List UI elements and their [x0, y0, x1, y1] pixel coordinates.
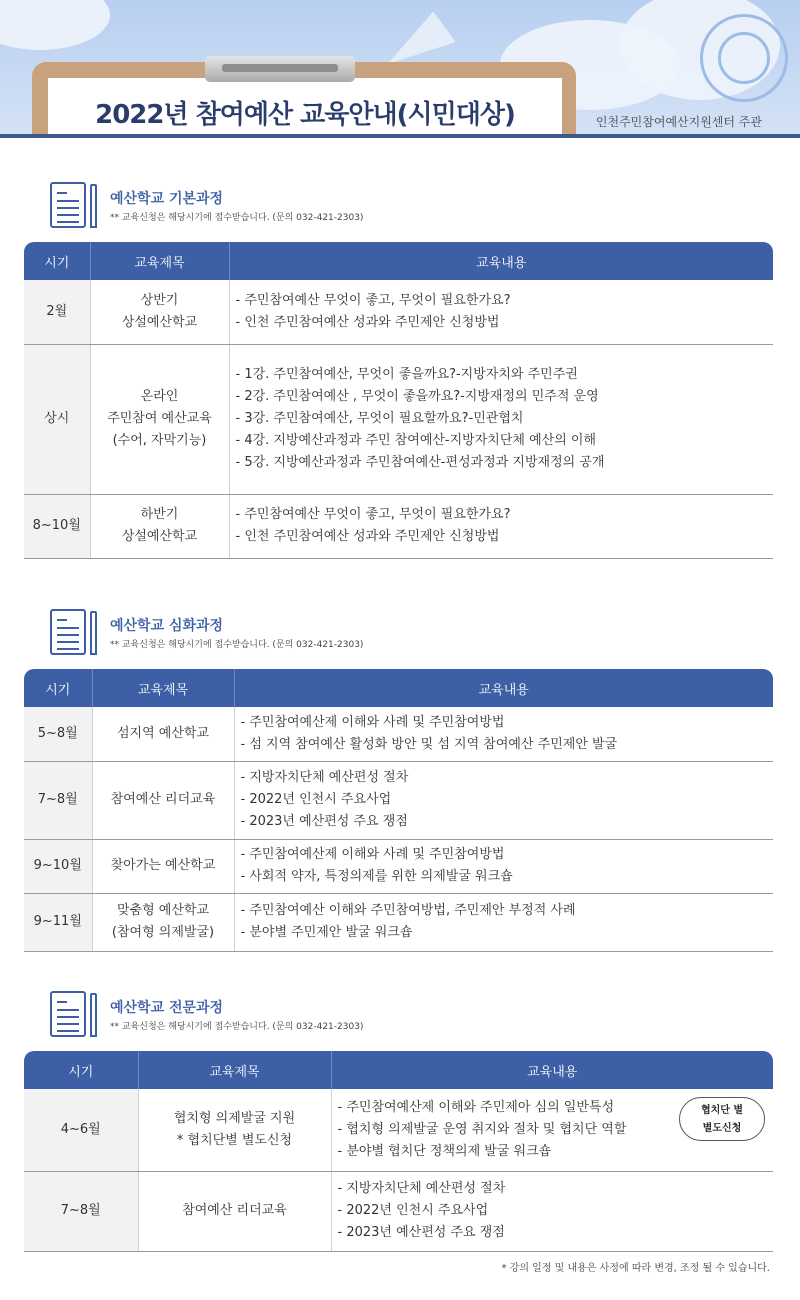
column-header-title: 교육제목 [138, 1051, 331, 1089]
column-header-title: 교육제목 [92, 669, 234, 707]
title-cell [92, 893, 234, 951]
section-note: ** 교육신청은 해당시기에 접수받습니다. (문의 032-421-2303) [110, 213, 364, 223]
content-line: - 1강. 주민참여예산, 무엇이 좋을까요?-지방자치와 주민주권 [235, 367, 578, 382]
page-title: 2022년 참여예산 교육안내(시민대상) [95, 100, 515, 130]
content-line: - 2강. 주민참여예산 , 무엇이 좋을까요?-지방재정의 민주적 운영 [235, 389, 599, 404]
table-row [24, 893, 773, 951]
title-line: (참여형 의제발굴) [111, 925, 215, 940]
header-divider [0, 134, 800, 138]
title-cell [90, 344, 229, 494]
content-line: - 주민참여예산 무엇이 좋고, 무엇이 필요한가요? [235, 292, 511, 308]
period-cell: 7~8월 [24, 1171, 138, 1251]
document-icon [50, 609, 86, 655]
title-cell [90, 280, 229, 344]
title-line: 참여예산 리더교육 [110, 792, 216, 807]
table-row [24, 707, 773, 761]
content-cell [229, 280, 773, 344]
title-line: 하반기 [140, 507, 179, 522]
content-cell [234, 893, 773, 951]
section-note: ** 교육신청은 해당시기에 접수받습니다. (문의 032-421-2303) [110, 1022, 364, 1032]
pen-icon [90, 184, 97, 228]
title-line: * 협치단별 별도신청 [176, 1132, 293, 1148]
column-header-content: 교육내용 [331, 1051, 773, 1089]
column-header-period: 시기 [24, 1051, 138, 1089]
table-row [24, 761, 773, 839]
period-cell: 5~8월 [24, 707, 92, 761]
section-heading-advanced [50, 609, 450, 659]
footnote: * 강의 일정 및 내용은 사정에 따라 변경, 조정 될 수 있습니다. [501, 1263, 770, 1274]
column-header-title: 교육제목 [90, 242, 229, 280]
period-cell: 2월 [24, 280, 90, 344]
content-cell [331, 1089, 773, 1171]
content-line: - 5강. 지방예산과정과 주민참여예산-편성과정과 지방재정의 공개 [235, 455, 605, 470]
table-row [24, 494, 773, 558]
content-line: - 4강. 지방예산과정과 주민 참여예산-지방자치단체 예산의 이해 [235, 433, 597, 448]
title-line: 협치형 의제발굴 지원 [173, 1110, 296, 1126]
badge-line: 협치단 별 [700, 1104, 744, 1116]
section-title: 예산학교 전문과정 [110, 1000, 224, 1016]
content-line: - 2023년 예산편성 주요 쟁점 [337, 1225, 505, 1240]
paper-plane-icon [376, 8, 456, 64]
content-line: - 지방자치단체 예산편성 절차 [337, 1181, 506, 1196]
content-line: - 2022년 인천시 주요사업 [337, 1203, 489, 1218]
content-line: - 분야별 주민제안 발굴 워크숍 [240, 925, 413, 940]
title-line: 상설예산학교 [121, 314, 198, 330]
content-line: - 분야별 협치단 정책의제 발굴 워크숍 [337, 1143, 552, 1159]
title-line: 찾아가는 예산학교 [110, 858, 216, 873]
content-line: - 3강. 주민참여예산, 무엇이 필요할까요?-민관협치 [235, 411, 524, 426]
cloud-decoration [0, 0, 110, 50]
document-icon [50, 991, 86, 1037]
content-line: - 2023년 예산편성 주요 쟁점 [240, 814, 408, 829]
content-line: - 주민참여예산 이해와 주민참여방법, 주민제안 부정적 사례 [240, 903, 576, 918]
title-line: 온라인 [140, 389, 179, 404]
content-line: - 인천 주민참여예산 성과와 주민제안 신청방법 [235, 529, 500, 544]
host-label: 인천주민참여예산지원센터 주관 [595, 115, 762, 129]
period-cell: 8~10월 [24, 494, 90, 558]
content-cell [234, 707, 773, 761]
section-title: 예산학교 기본과정 [110, 191, 224, 207]
column-header-period: 시기 [24, 242, 90, 280]
content-cell [331, 1171, 773, 1251]
expert-course-table [24, 1051, 773, 1252]
title-line: 섬지역 예산학교 [116, 725, 210, 741]
column-header-period: 시기 [24, 669, 92, 707]
title-line: (수어, 자막기능) [112, 433, 207, 448]
content-line: - 2022년 인천시 주요사업 [240, 792, 392, 807]
period-cell: 4~6월 [24, 1089, 138, 1171]
period-cell: 상시 [24, 344, 90, 494]
column-header-content: 교육내용 [229, 242, 773, 280]
title-line: 참여예산 리더교육 [182, 1203, 287, 1218]
content-cell [229, 494, 773, 558]
clipboard-clip-slot [222, 64, 338, 72]
title-line: 맞춤형 예산학교 [116, 903, 210, 918]
content-line: - 주민참여예산 무엇이 좋고, 무엇이 필요한가요? [235, 507, 511, 522]
content-line: - 협치형 의제발굴 운영 취지와 절차 및 협치단 역할 [337, 1121, 627, 1137]
content-line: - 지방자치단체 예산편성 절차 [240, 770, 409, 785]
document-icon [50, 182, 86, 228]
table-row [24, 1089, 773, 1171]
content-cell [234, 839, 773, 893]
table-row [24, 839, 773, 893]
content-cell [234, 761, 773, 839]
basic-course-table [24, 242, 773, 559]
target-inner-decoration [718, 32, 770, 84]
title-cell [92, 761, 234, 839]
title-line: 상반기 [140, 292, 179, 308]
content-line: - 사회적 약자, 특정의제를 위한 의제발굴 워크숍 [240, 869, 513, 884]
title-cell [138, 1089, 331, 1171]
content-line: - 주민참여예산제 이해와 사례 및 주민참여방법 [240, 847, 505, 862]
pen-icon [90, 993, 97, 1037]
column-header-content: 교육내용 [234, 669, 773, 707]
content-cell [229, 344, 773, 494]
title-cell [138, 1171, 331, 1251]
section-title: 예산학교 심화과정 [110, 618, 224, 634]
content-line: - 주민참여예산제 이해와 주민제아 심의 일반특성 [337, 1099, 615, 1115]
pen-icon [90, 611, 97, 655]
section-heading-expert [50, 991, 450, 1041]
title-cell [92, 839, 234, 893]
table-row [24, 344, 773, 494]
table-row [24, 280, 773, 344]
content-line: - 주민참여예산제 이해와 사례 및 주민참여방법 [240, 714, 505, 730]
badge-line: 별도신청 [702, 1122, 742, 1134]
title-line: 주민참여 예산교육 [107, 411, 212, 426]
title-cell [92, 707, 234, 761]
section-heading-basic [50, 182, 450, 232]
period-cell: 9~11월 [24, 893, 92, 951]
period-cell: 7~8월 [24, 761, 92, 839]
section-note: ** 교육신청은 해당시기에 접수받습니다. (문의 032-421-2303) [110, 640, 364, 650]
advanced-course-table [24, 669, 773, 952]
page-header [0, 0, 800, 138]
title-line: 상설예산학교 [121, 529, 198, 544]
table-row [24, 1171, 773, 1251]
content-line: - 섬 지역 참여예산 활성화 방안 및 섬 지역 참여예산 주민제안 발굴 [240, 736, 618, 752]
period-cell: 9~10월 [24, 839, 92, 893]
content-line: - 인천 주민참여예산 성과와 주민제안 신청방법 [235, 314, 500, 330]
title-cell [90, 494, 229, 558]
separate-application-badge [679, 1097, 765, 1141]
